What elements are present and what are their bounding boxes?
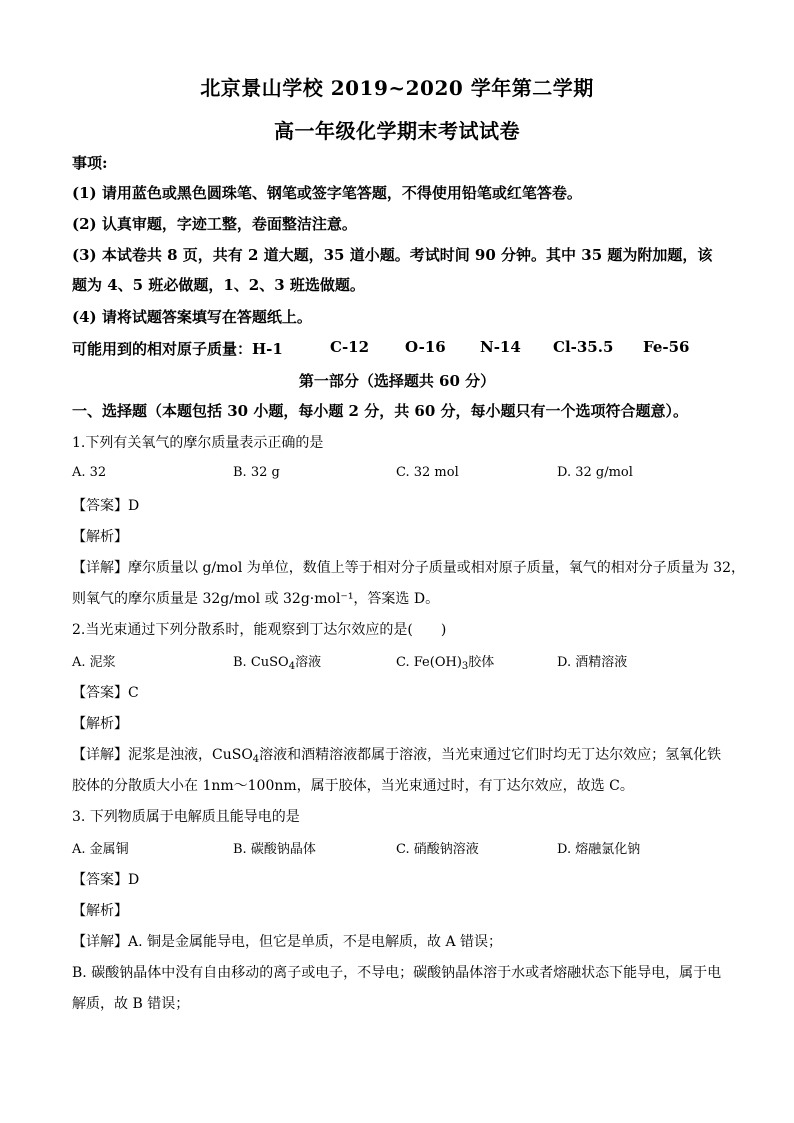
atomic-mass-label: 可能用到的相对原子质量：H-1: [72, 340, 283, 358]
question-2-option-b: B. CuSO$_4$溶液: [233, 655, 322, 672]
question-1-option-b: B. 32 g: [233, 465, 280, 480]
question-3-stem: 3. 下列物质属于电解质且能导电的是: [72, 809, 300, 825]
atomic-mass-o: O-16: [405, 338, 446, 356]
question-3-answer: 【答案】D: [72, 872, 140, 888]
note-item-4: (4) 请将试题答案填写在答题纸上。: [72, 308, 312, 326]
question-3-detail-line1: 【详解】A. 铜是金属能导电，但它是单质，不是电解质，故 A 错误；: [72, 934, 503, 950]
question-1-stem: 1.下列有关氧气的摩尔质量表示正确的是: [72, 435, 324, 451]
atomic-mass-c: C-12: [330, 338, 370, 356]
question-3-option-b: B. 碳酸钠晶体: [233, 842, 316, 857]
question-3-option-c: C. 硝酸钠溶液: [396, 842, 479, 857]
note-item-3-line1: (3) 本试卷共 8 页，共有 2 道大题，35 道小题。考试时间 90 分钟。其中 35 题为附加题，该: [72, 246, 713, 264]
question-2-answer: 【答案】C: [72, 685, 139, 701]
question-2-stem: 2.当光束通过下列分散系时，能观察到丁达尔效应的是( ): [72, 622, 447, 638]
exam-title-school: 北京景山学校 2019~2020 学年第二学期: [200, 76, 594, 100]
part-one-instruction: 一、选择题（本题包括 30 小题，每小题 2 分，共 60 分，每小题只有一个选项符合题意）。: [72, 402, 689, 420]
question-1-option-a: A. 32: [72, 465, 107, 480]
question-1-detail-line2: 则氧气的摩尔质量是 32g/mol 或 32g·mol⁻¹，答案选 D。: [72, 591, 440, 607]
atomic-mass-cl: Cl-35.5: [553, 338, 614, 356]
question-3-option-a: A. 金属铜: [72, 842, 129, 857]
question-3-analysis-label: 【解析】: [72, 903, 128, 919]
question-1-analysis-label: 【解析】: [72, 529, 128, 545]
part-one-heading: 第一部分（选择题共 60 分）: [298, 372, 496, 390]
question-1-detail-line1: 【详解】摩尔质量以 g/mol 为单位，数值上等于相对分子质量或相对原子质量，氧气的相对分子质量为 32，: [72, 560, 746, 576]
question-3-option-d: D. 熔融氯化钠: [557, 842, 641, 857]
atomic-mass-n: N-14: [480, 338, 521, 356]
note-item-3-line2: 题为 4、5 班必做题，1、2、3 班选做题。: [72, 276, 365, 294]
notes-heading: 事项:: [72, 154, 108, 172]
note-item-1: (1) 请用蓝色或黑色圆珠笔、钢笔或签字笔答题，不得使用铅笔或红笔答卷。: [72, 184, 582, 202]
question-1-option-d: D. 32 g/mol: [557, 465, 633, 480]
question-1-answer: 【答案】D: [72, 498, 140, 514]
question-1-option-c: C. 32 mol: [396, 465, 459, 480]
question-3-detail-line3: 解质，故 B 错误；: [72, 996, 190, 1012]
atomic-mass-fe: Fe-56: [643, 338, 690, 356]
note-item-2: (2) 认真审题，字迹工整，卷面整洁注意。: [72, 215, 357, 233]
question-2-detail-line2: 胶体的分散质大小在 1nm～100nm，属于胶体，当光束通过时，有丁达尔效应，故选 C。: [72, 778, 634, 794]
exam-title-subject: 高一年级化学期末考试试卷: [274, 119, 520, 143]
question-2-option-c: C. $Fe(OH)_3$胶体: [396, 655, 495, 672]
question-2-option-a: A. 泥浆: [72, 655, 116, 670]
question-2-detail-line1: 【详解】泥浆是浊液，CuSO$_4$溶液和酒精溶液都属于溶液，当光束通过它们时均无丁达尔效应；氢氧化铁: [72, 747, 722, 765]
question-2-analysis-label: 【解析】: [72, 716, 128, 732]
question-3-detail-line2: B. 碳酸钠晶体中没有自由移动的离子或电子，不导电；碳酸钠晶体溶于水或者熔融状态下能导电，属于电: [72, 965, 722, 981]
question-2-option-d: D. 酒精溶液: [557, 655, 628, 670]
